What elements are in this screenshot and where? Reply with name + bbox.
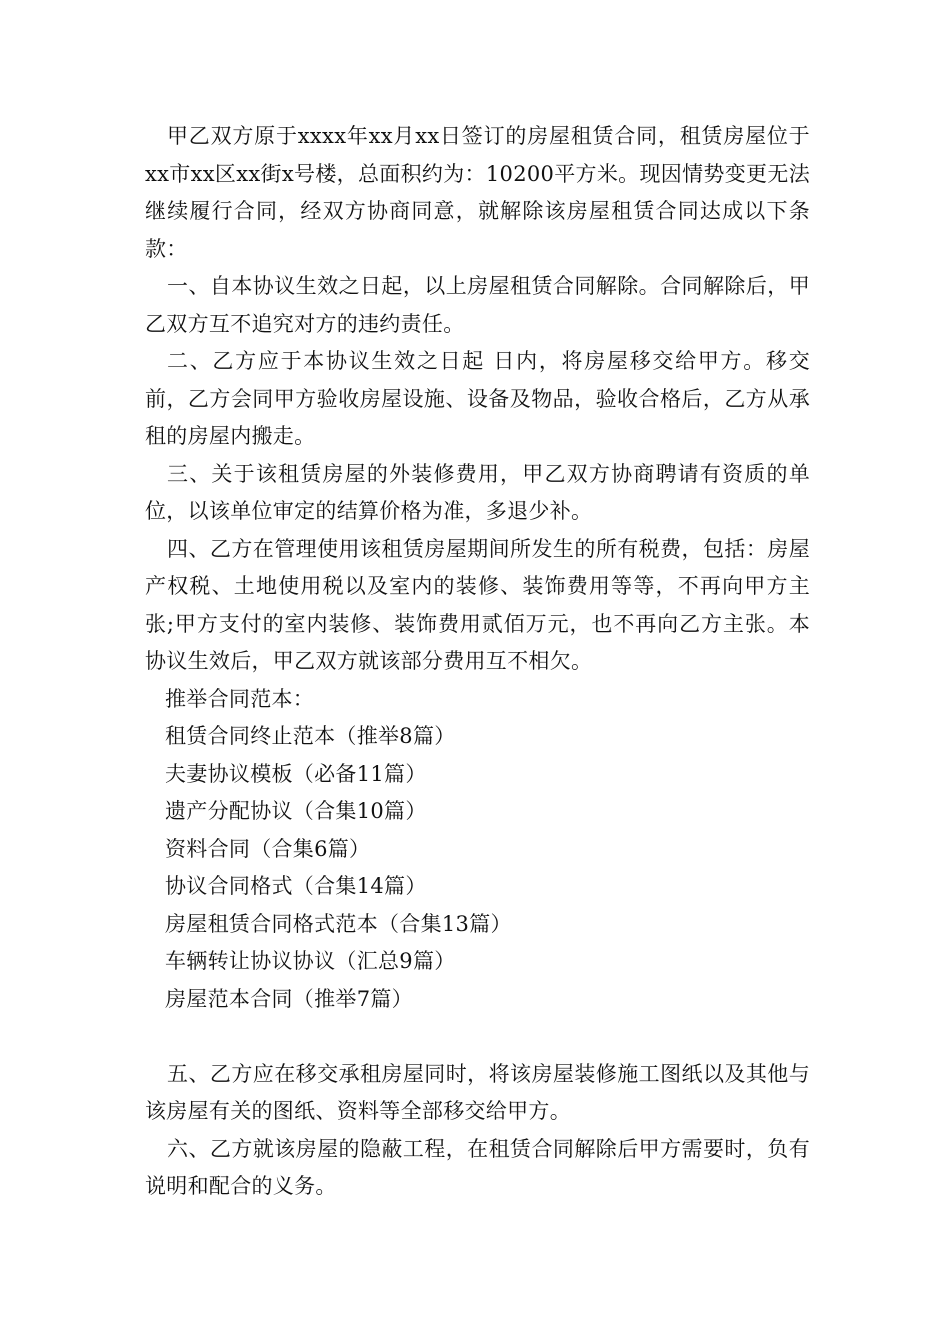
document-body <box>145 118 810 1206</box>
recommend-link[interactable]: 房屋范本合同（推举7篇） <box>165 986 413 1011</box>
paragraph-clause-3: 三、关于该租赁房屋的外装修费用，甲乙双方协商聘请有资质的单位，以该单位审定的结算价格为准，多退少补。 <box>145 461 810 523</box>
paragraph-clause-2: 二、乙方应于本协议生效之日起 日内，将房屋移交给甲方。移交前，乙方会同甲方验收房屋设施、设备及物品，验收合格后，乙方从承租的房屋内搬走。 <box>145 349 810 448</box>
paragraph-clause-4: 四、乙方在管理使用该租赁房屋期间所发生的所有税费，包括：房屋产权税、土地使用税以及室内的装修、装饰费用等等，不再向甲方主张;甲方支付的室内装修、装饰费用贰佰万元，也不再向乙方主张。本协议生效后，甲乙双方就该部分费用互不相欠。 <box>145 536 810 673</box>
blank-line <box>145 1018 810 1056</box>
recommend-link[interactable]: 夫妻协议模板（必备11篇） <box>165 761 427 786</box>
recommend-link[interactable]: 房屋租赁合同格式范本（合集13篇） <box>165 911 512 936</box>
paragraph-clause-6: 六、乙方就该房屋的隐蔽工程，在租赁合同解除后甲方需要时，负有说明和配合的义务。 <box>145 1136 810 1198</box>
paragraph-preamble: 甲乙双方原于xxxx年xx月xx日签订的房屋租赁合同，租赁房屋位于xx市xx区xx街x号楼，总面积约为：10200平方米。现因情势变更无法继续履行合同，经双方协商同意，就解除该房屋租赁合同达成以下条款： <box>145 124 810 261</box>
recommend-link[interactable]: 协议合同格式（合集14篇） <box>165 874 427 898</box>
recommend-link[interactable]: 租赁合同终止范本（推举8篇） <box>165 724 456 748</box>
paragraph-clause-1: 一、自本协议生效之日起，以上房屋租赁合同解除。合同解除后，甲乙双方互不追究对方的违约责任。 <box>145 274 810 336</box>
recommend-link[interactable]: 车辆转让协议协议（汇总9篇） <box>165 949 456 973</box>
paragraph-clause-5: 五、乙方应在移交承租房屋同时，将该房屋装修施工图纸以及其他与该房屋有关的图纸、资料等全部移交给甲方。 <box>145 1061 810 1123</box>
recommend-heading: 推举合同范本： <box>165 686 315 711</box>
recommend-link[interactable]: 资料合同（合集6篇） <box>165 836 371 861</box>
recommend-link[interactable]: 遗产分配协议（合集10篇） <box>165 799 427 823</box>
